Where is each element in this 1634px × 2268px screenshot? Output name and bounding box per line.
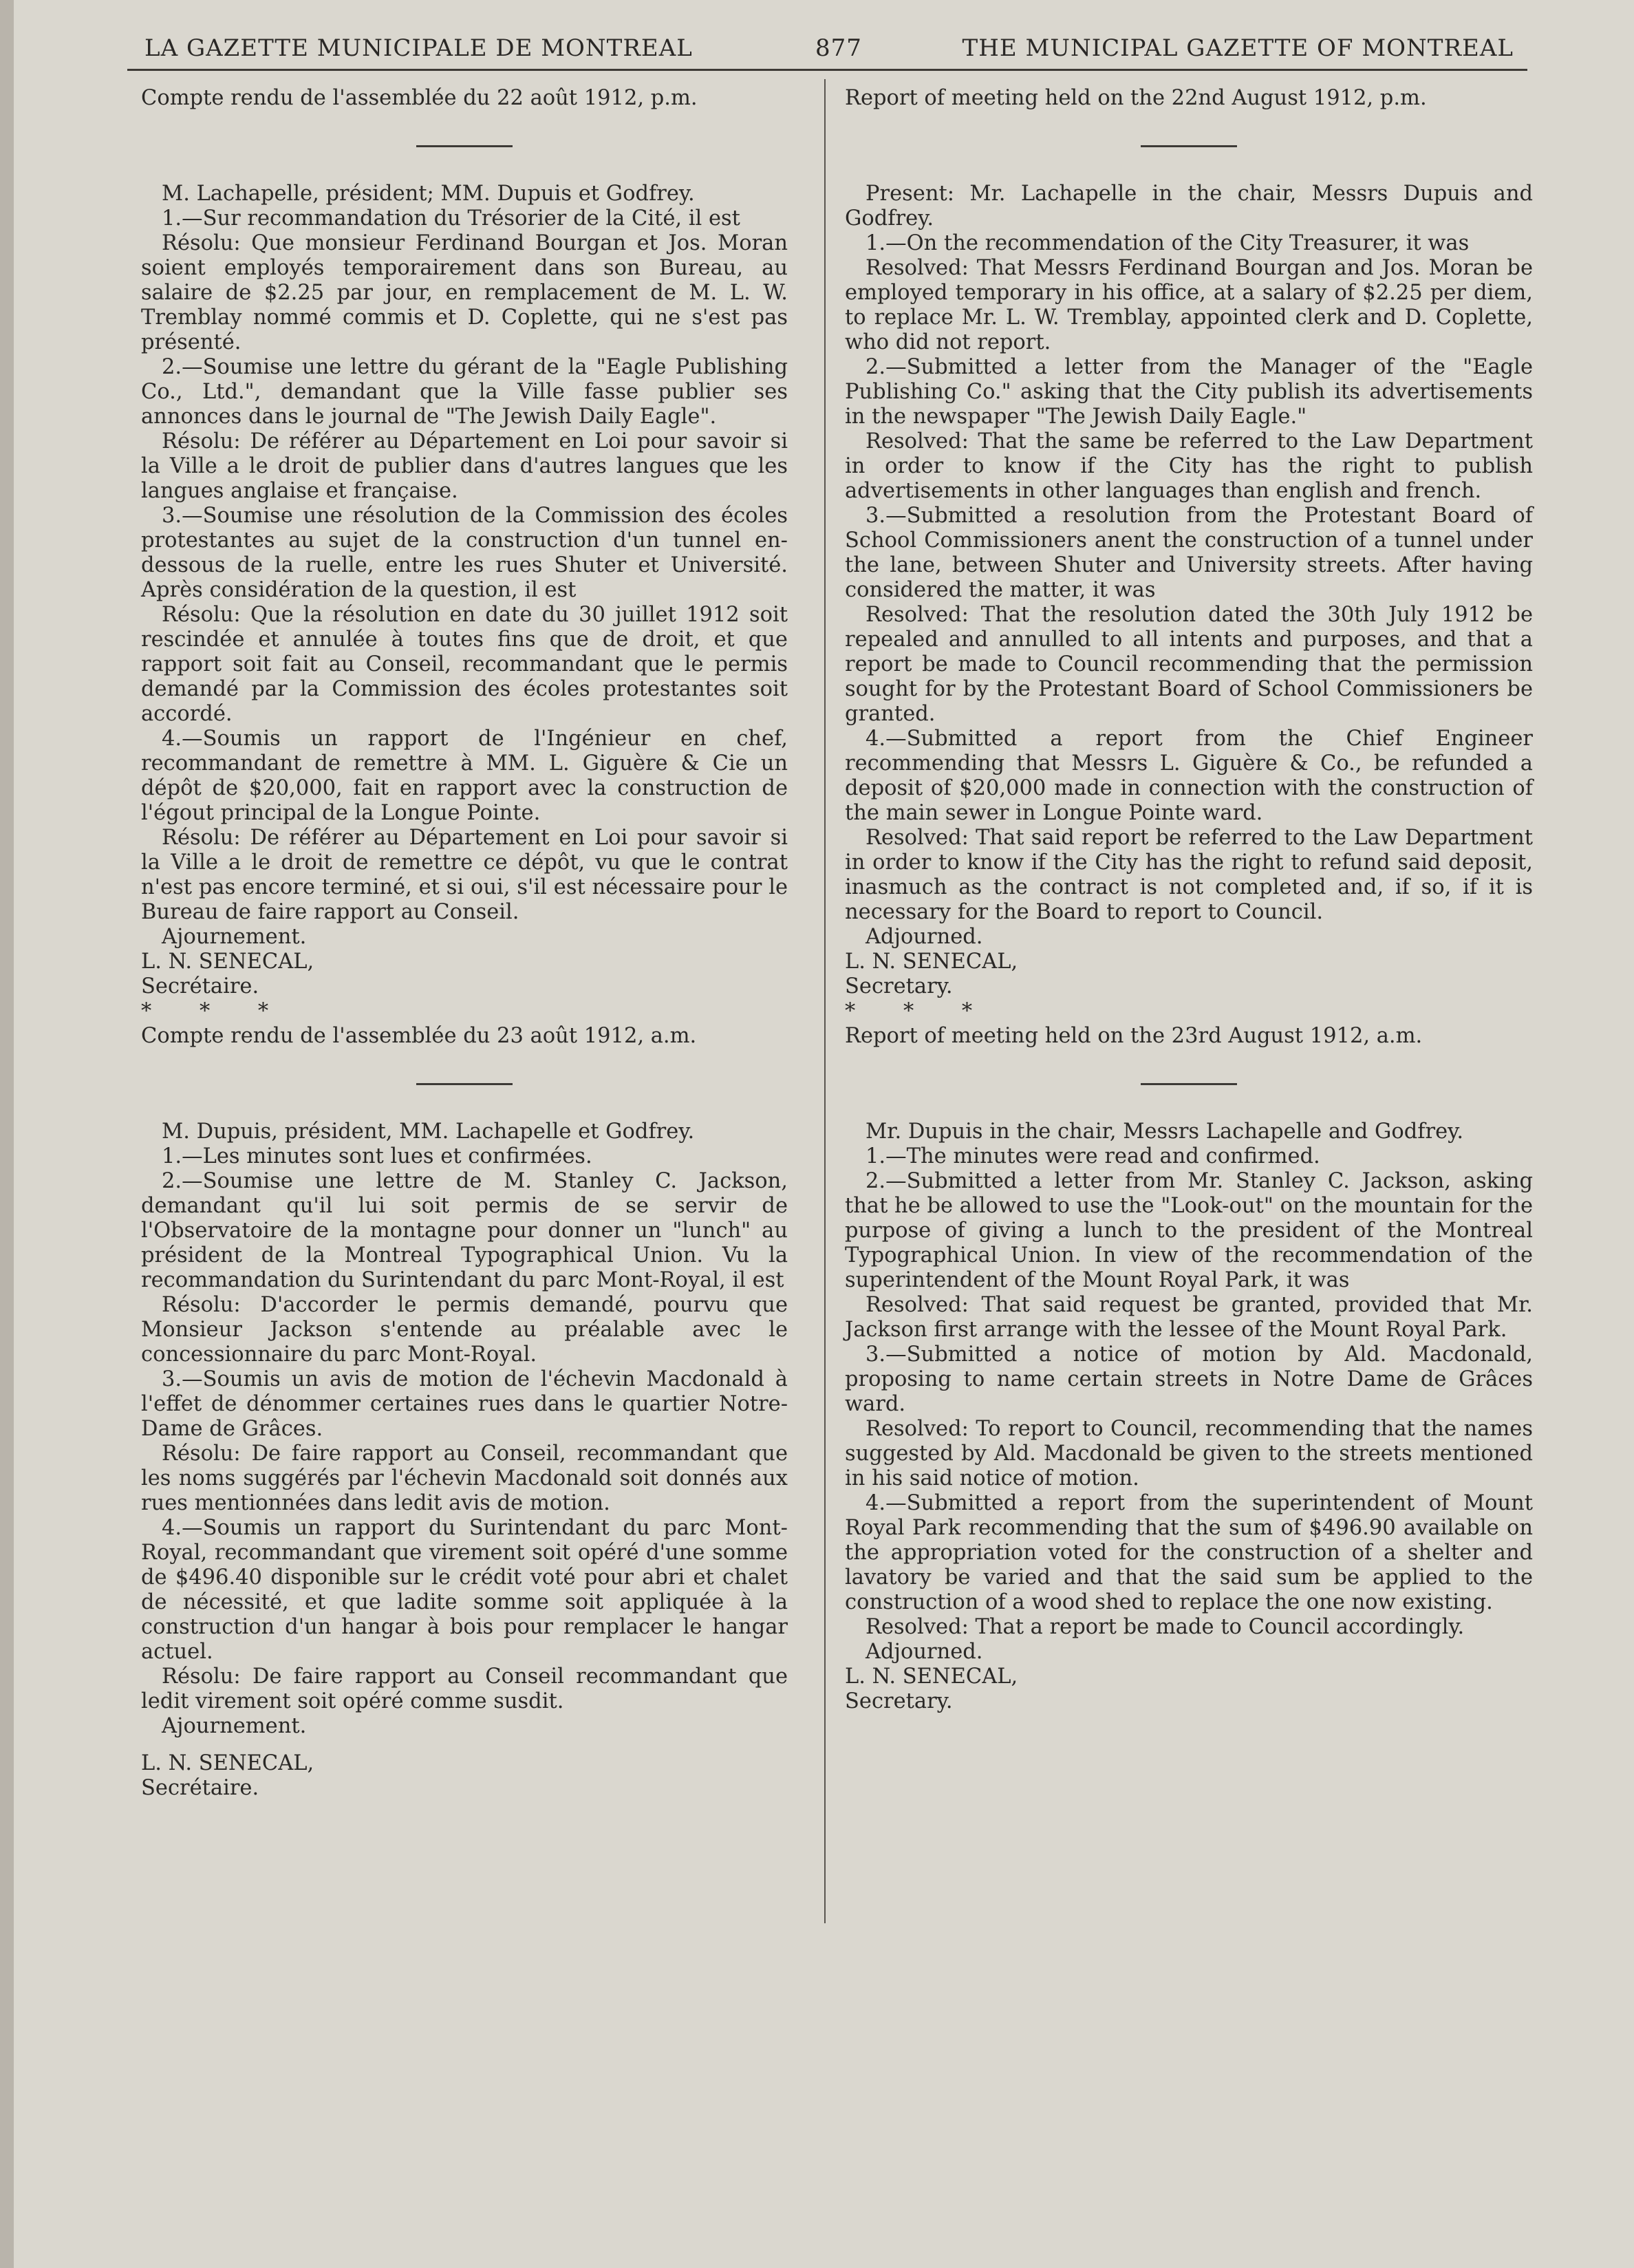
english-column xyxy=(845,86,1533,1714)
paragraph: 3.—Submitted a resolution from the Protestant Board of School Commissioners anent the construction of a tunnel under the lane, between Shuter and University streets. After having considered the matter, it was xyxy=(845,504,1533,602)
paragraph: 1.—Sur recommandation du Trésorier de la Cité, il est xyxy=(162,206,740,231)
paragraph: Résolu: De faire rapport au Conseil recommandant que ledit virement soit opéré comme susdit. xyxy=(141,1665,788,1713)
separator-rule xyxy=(416,1083,513,1085)
paragraph: Resolved: That a report be made to Council accordingly. xyxy=(866,1615,1465,1639)
paragraph: Adjourned. xyxy=(866,1640,983,1664)
paragraph: Résolu: De faire rapport au Conseil, recommandant que les noms suggérés par l'échevin Macdonald soit donnés aux rues mentionnées dans ledit avis de motion. xyxy=(141,1442,788,1515)
paragraph: Resolved: That said report be referred to the Law Department in order to know if the City has the right to refund said deposit, inasmuch as the contract is not completed and, if so, if it is necessary for the Board to report to Council. xyxy=(845,826,1533,924)
paragraph: Resolved: To report to Council, recommending that the names suggested by Ald. Macdonald be given to the streets mentioned in his said notice of motion. xyxy=(845,1417,1533,1490)
meeting-title: Compte rendu de l'assemblée du 22 août 1912, p.m. xyxy=(141,86,698,110)
column-divider xyxy=(824,79,826,1923)
signature-title: Secretary. xyxy=(845,974,953,998)
paragraph: Résolu: D'accorder le permis demandé, pourvu que Monsieur Jackson s'entende au préalable avec le concessionnaire du parc Mont-Royal. xyxy=(141,1293,788,1367)
paragraph: 4.—Soumis un rapport de l'Ingénieur en chef, recommandant de remettre à MM. L. Giguère & Cie un dépôt de $20,000, fait en rapport avec la construction de l'égout principal de la Longue Pointe. xyxy=(141,727,788,825)
paragraph: Résolu: Que la résolution en date du 30 juillet 1912 soit rescindée et annulée à toutes fins que de droit, et que rapport soit fait au Conseil, recommandant que le permis demandé par la Commission des écoles protestantes soit accordé. xyxy=(141,603,788,726)
separator-rule xyxy=(416,145,513,147)
signature-name: L. N. SENECAL, xyxy=(141,950,314,974)
signature-title: Secretary. xyxy=(845,1689,953,1713)
paragraph: Résolu: De référer au Département en Loi pour savoir si la Ville a le droit de publier dans d'autres langues que les langues anglaise et française. xyxy=(141,429,788,503)
paragraph: 2.—Soumise une lettre du gérant de la "Eagle Publishing Co., Ltd.", demandant que la Ville fasse publier ses annonces dans le journal de "The Jewish Daily Eagle". xyxy=(141,355,788,429)
separator-rule xyxy=(1141,1083,1237,1085)
paragraph: Ajournement. xyxy=(162,1714,307,1738)
paragraph: Résolu: Que monsieur Ferdinand Bourgan et Jos. Moran soient employés temporairement dans son Bureau, au salaire de $2.25 par jour, en remplacement de M. L. W. Tremblay nommé commis et D. Coplette, qui ne s'est pas présenté. xyxy=(141,231,788,354)
attendance: M. Dupuis, président, MM. Lachapelle et Godfrey. xyxy=(162,1120,695,1144)
attendance: Present: Mr. Lachapelle in the chair, Messrs Dupuis and Godfrey. xyxy=(845,182,1533,231)
paragraph: 4.—Soumis un rapport du Surintendant du parc Mont-Royal, recommandant que virement soit opéré d'une somme de $496.40 disponible sur le crédit voté pour abri et chalet de nécessité, et que ladite somme soit appliquée à la construction d'un hangar à bois pour remplacer le hangar actuel. xyxy=(141,1516,788,1664)
paragraph: Adjourned. xyxy=(866,925,983,949)
signature-title: Secrétaire. xyxy=(141,1776,259,1800)
paragraph: Resolved: That the same be referred to the Law Department in order to know if the City has the right to publish advertisements in other languages than english and french. xyxy=(845,429,1533,503)
paragraph: 3.—Soumis un avis de motion de l'échevin Macdonald à l'effet de dénommer certaines rues dans le quartier Notre-Dame de Grâces. xyxy=(141,1367,788,1441)
paragraph: 3.—Soumise une résolution de la Commission des écoles protestantes au sujet de la construction d'un tunnel en-dessous de la ruelle, entre les rues Shuter et Université. Après considération de la question, il est xyxy=(141,504,788,602)
separator-rule xyxy=(1141,145,1237,147)
page-number: 877 xyxy=(815,34,862,62)
meeting-title: Report of meeting held on the 22nd August 1912, p.m. xyxy=(845,86,1427,110)
signature-name: L. N. SENECAL, xyxy=(845,950,1018,974)
paragraph: Résolu: De référer au Département en Loi pour savoir si la Ville a le droit de remettre ce dépôt, vu que le contrat n'est pas encore terminé, et si oui, s'il est nécessaire pour le Bureau de faire rapport au Conseil. xyxy=(141,826,788,924)
signature-name: L. N. SENECAL, xyxy=(845,1665,1018,1689)
section-stars: * * * xyxy=(845,999,993,1023)
paragraph: 2.—Submitted a letter from Mr. Stanley C. Jackson, asking that he be allowed to use the "Look-out" on the mountain for the purpose of giving a lunch to the president of the Montreal Typographical Union. In view of the recommendation of the superintendent of the Mount Royal Park, it was xyxy=(845,1169,1533,1292)
paragraph: Resolved: That Messrs Ferdinand Bourgan and Jos. Moran be employed temporary in his office, at a salary of $2.25 per diem, to replace Mr. L. W. Tremblay, appointed clerk and D. Coplette, who did not report. xyxy=(845,256,1533,354)
paragraph: 1.—Les minutes sont lues et confirmées. xyxy=(162,1144,592,1168)
paragraph: 4.—Submitted a report from the Chief Engineer recommending that Messrs L. Giguère & Co., be refunded a deposit of $20,000 made in connection with the construction of the main sewer in Longue Pointe ward. xyxy=(845,727,1533,825)
section-stars: * * * xyxy=(141,999,290,1023)
header-english-title: THE MUNICIPAL GAZETTE OF MONTREAL xyxy=(962,34,1514,62)
meeting-title: Compte rendu de l'assemblée du 23 août 1912, a.m. xyxy=(141,1024,697,1048)
paragraph: 1.—The minutes were read and confirmed. xyxy=(866,1144,1320,1168)
paragraph: Resolved: That the resolution dated the 30th July 1912 be repealed and annulled to all intents and purposes, and that a report be made to Council recommending that the permission sought for by the Protestant Board of School Commissioners be granted. xyxy=(845,603,1533,726)
header-french-title: LA GAZETTE MUNICIPALE DE MONTREAL xyxy=(144,34,693,62)
paragraph: 3.—Submitted a notice of motion by Ald. Macdonald, proposing to name certain streets in Notre Dame de Grâces ward. xyxy=(845,1342,1533,1416)
attendance: Mr. Dupuis in the chair, Messrs Lachapelle and Godfrey. xyxy=(866,1120,1464,1144)
paragraph: 1.—On the recommendation of the City Treasurer, it was xyxy=(866,231,1470,255)
paragraph: 4.—Submitted a report from the superintendent of Mount Royal Park recommending that the sum of $496.90 available on the appropriation voted for the construction of a shelter and lavatory be varied and that the said sum be applied to the construction of a wood shed to replace the one now existing. xyxy=(845,1491,1533,1614)
paragraph: Resolved: That said request be granted, provided that Mr. Jackson first arrange with the lessee of the Mount Royal Park. xyxy=(845,1293,1533,1342)
attendance: M. Lachapelle, président; MM. Dupuis et Godfrey. xyxy=(162,182,695,206)
signature-name: L. N. SENECAL, xyxy=(141,1751,314,1775)
paragraph: 2.—Submitted a letter from the Manager of the "Eagle Publishing Co." asking that the City publish its advertisements in the newspaper "The Jewish Daily Eagle." xyxy=(845,355,1533,429)
paragraph: 2.—Soumise une lettre de M. Stanley C. Jackson, demandant qu'il lui soit permis de se servir de l'Observatoire de la montagne pour donner un "lunch" au président de la Montreal Typographical Union. Vu la recommandation du Surintendant du parc Mont-Royal, il est xyxy=(141,1169,788,1292)
signature-title: Secrétaire. xyxy=(141,974,259,998)
header-rule xyxy=(127,69,1527,71)
meeting-title: Report of meeting held on the 23rd August 1912, a.m. xyxy=(845,1024,1423,1048)
french-column xyxy=(141,86,788,1801)
paragraph: Ajournement. xyxy=(162,925,307,949)
page-header xyxy=(144,34,1514,69)
